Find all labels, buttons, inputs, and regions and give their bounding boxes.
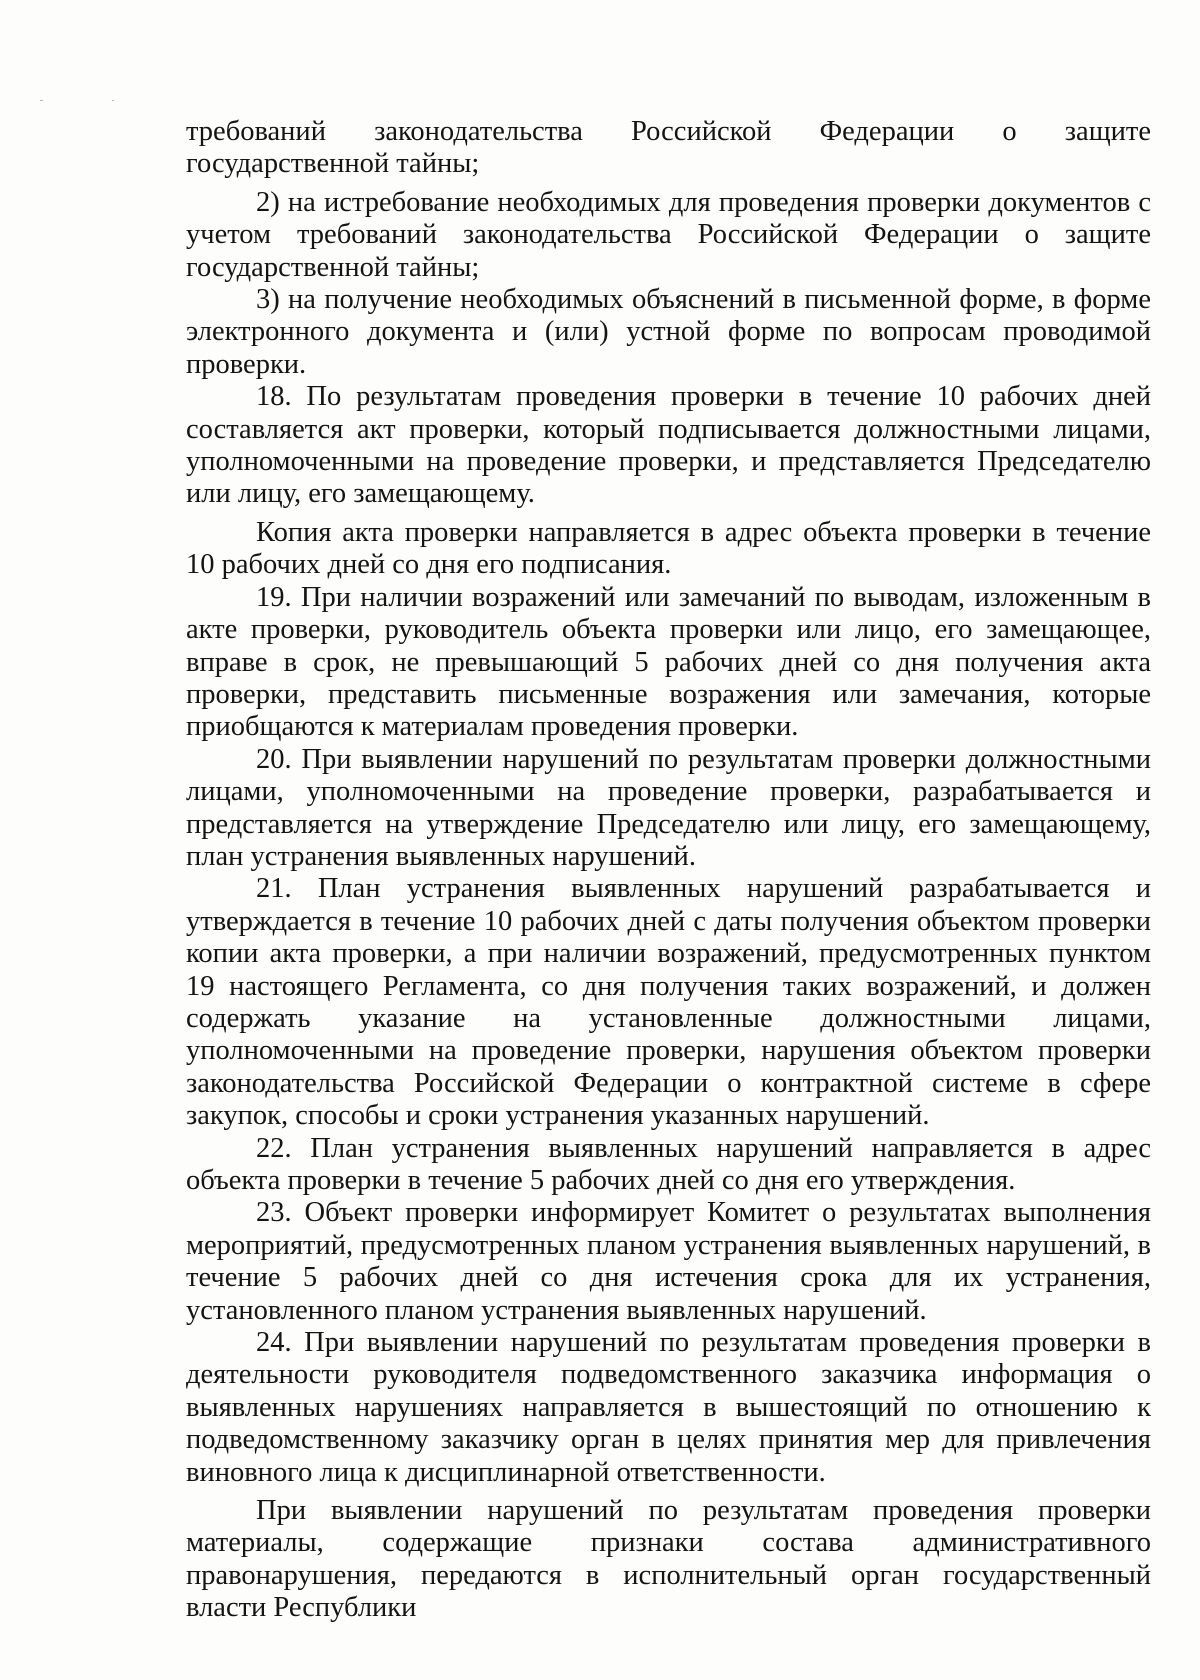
document-body — [186, 116, 1151, 1625]
paragraph-18: 18. По результатам проведения проверки в течение 10 рабочих дней составляется акт проверки, который подписывается должностными лицами, уполномоченными на проведение проверки, и представляется Председателю или лицу, его замещающему. — [186, 381, 1151, 510]
scan-artifact — [112, 100, 114, 101]
paragraph-continuation: требований законодательства Российской Федерации о защите государственной тайны; — [186, 116, 1151, 180]
paragraph-24: 24. При выявлении нарушений по результатам проведения проверки в деятельности руководителя подведомственного заказчика информация о выявленных нарушениях направляется в вышестоящий по отношению к подведомственному заказчику орган в целях принятия мер для привлечения виновного лица к дисциплинарной ответственности. — [186, 1327, 1151, 1488]
paragraph-22: 22. План устранения выявленных нарушений направляется в адрес объекта проверки в течение 5 рабочих дней со дня его утверждения. — [186, 1132, 1151, 1196]
scan-artifact — [40, 100, 43, 101]
paragraph-21: 21. План устранения выявленных нарушений разрабатывается и утверждается в течение 10 рабочих дней с даты получения объектом проверки копии акта проверки, а при наличии возражений, предусмотренных пунктом 19 настоящего Регламента, со дня получения таких возражений, и должен содержать указание на установленные должностными лицами, уполномоченными на проведение проверки, нарушения объектом проверки законодательства Российской Федерации о контрактной системе в сфере закупок, способы и сроки устранения указанных нарушений. — [186, 873, 1151, 1132]
paragraph-item-2: 2) на истребование необходимых для проведения проверки документов с учетом требований законодательства Российской Федерации о защите государственной тайны; — [186, 186, 1151, 283]
paragraph-23: 23. Объект проверки информирует Комитет о результатах выполнения мероприятий, предусмотренных планом устранения выявленных нарушений, в течение 5 рабочих дней со дня истечения срока для их устранения, установленного планом устранения выявленных нарушений. — [186, 1197, 1151, 1326]
paragraph-19: 19. При наличии возражений или замечаний по выводам, изложенным в акте проверки, руководитель объекта проверки или лицо, его замещающее, вправе в срок, не превышающий 5 рабочих дней со дня получения акта проверки, представить письменные возражения или замечания, которые приобщаются к материалам проведения проверки. — [186, 581, 1151, 743]
paragraph-24-continuation: При выявлении нарушений по результатам проведения проверки материалы, содержащие признаки состава административного правонарушения, передаются в исполнительный орган государственный власти Республики — [186, 1495, 1151, 1624]
paragraph-item-3: 3) на получение необходимых объяснений в письменной форме, в форме электронного документа и (или) устной форме по вопросам проводимой проверки. — [186, 284, 1151, 380]
paragraph-20: 20. При выявлении нарушений по результатам проверки должностными лицами, уполномоченными на проведение проверки, разрабатывается и представляется на утверждение Председателю или лицу, его замещающему, план устранения выявленных нарушений. — [186, 743, 1151, 872]
paragraph-18-copy: Копия акта проверки направляется в адрес объекта проверки в течение 10 рабочих дней со дня его подписания. — [186, 516, 1151, 581]
